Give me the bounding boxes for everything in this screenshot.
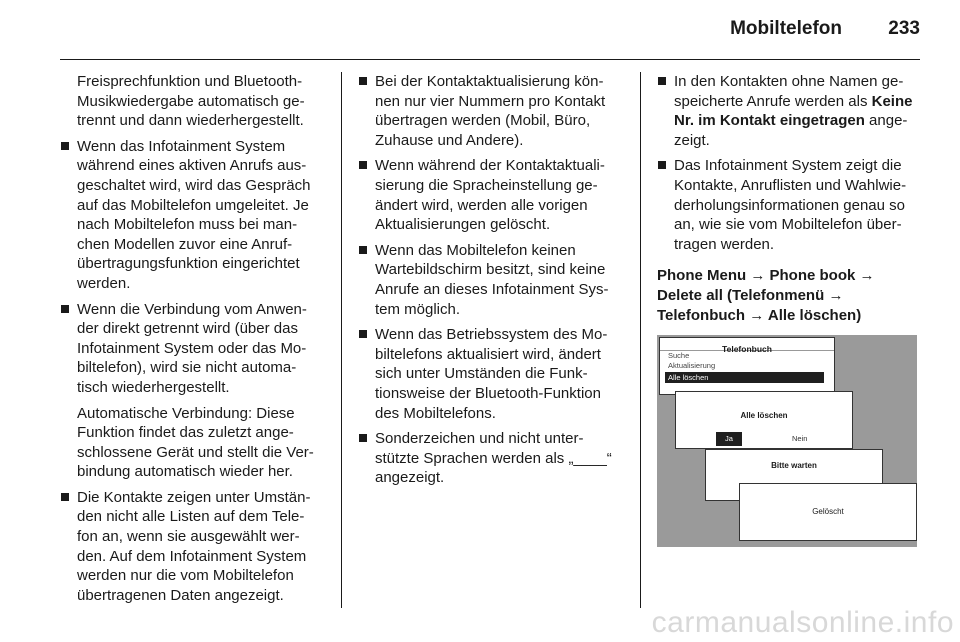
arrow-icon: → xyxy=(859,267,875,285)
menu-path-part: Phone Menu xyxy=(657,267,747,285)
deleted-dialog xyxy=(739,483,917,541)
list-item: Wenn während der Kontaktaktuali-sierung die Spracheinstellung ge-ändert wird, werden alle vorigen Aktualisierungen gelöscht. xyxy=(358,156,624,234)
menu-path-part: Alle löschen) xyxy=(767,306,862,324)
column-2 xyxy=(358,72,624,494)
menu-item-delete-all: Alle löschen xyxy=(665,372,824,383)
watermark: carmanualsonline.info xyxy=(651,606,954,639)
page-number: 233 xyxy=(888,18,920,39)
menu-path-part: Delete all (Telefonmenü xyxy=(657,286,825,304)
column-divider-2 xyxy=(640,72,641,608)
no-button: Nein xyxy=(792,434,808,444)
list-item: Das Infotainment System zeigt die Kontakte, Anruflisten und Wahlwie-derholungsinformationen genau so an, wie sie vom Mobiltelefon über-tragen werden. xyxy=(657,156,923,254)
arrow-icon: → xyxy=(828,286,844,304)
phonebook-window xyxy=(659,337,835,395)
intro-paragraph: Freisprechfunktion und Bluetooth-Musikwiedergabe automatisch ge-trennt und dann wiederhergestellt. xyxy=(77,73,305,130)
list-item: Wenn das Betriebssystem des Mo-biltelefons aktualisiert wird, ändert sich unter Umständen die Funk-tionsweise der Bluetooth-Funktion des Mobiltelefons. xyxy=(358,325,624,423)
arrow-icon: → xyxy=(750,267,766,285)
list-item: Wenn das Mobiltelefon keinen Wartebildschirm besitzt, sind keine Anrufe an dieses Infotainment Sys-tem möglich. xyxy=(358,241,624,319)
dialog-title: Alle löschen xyxy=(740,411,788,421)
list-item: Bei der Kontaktaktualisierung kön-nen nur vier Nummern pro Kontakt übertragen werden (Mobil, Büro, Zuhause und Andere). xyxy=(358,72,624,150)
yes-button: Ja xyxy=(716,432,742,446)
dialog-title: Gelöscht xyxy=(812,507,844,517)
menu-path xyxy=(657,266,923,325)
auto-connect-paragraph: Automatische Verbindung: Diese Funktion findet das zuletzt ange-schlossene Gerät und stellt die Ver-bindung automatisch wieder her. xyxy=(77,404,314,481)
screen-illustration xyxy=(657,335,917,547)
arrow-icon: → xyxy=(749,306,765,324)
list-item: Wenn die Verbindung vom Anwen-der direkt getrennt wird (über das Infotainment System oder das Mo-biltelefon), wird sie nicht automa-tisch wiederhergestellt. xyxy=(60,300,324,398)
column-3 xyxy=(657,72,923,547)
dialog-title: Bitte warten xyxy=(771,461,817,471)
list-item: Sonderzeichen und nicht unter-stützte Sprachen werden als „____“ angezeigt. xyxy=(358,429,624,488)
list-item: Wenn das Infotainment System während eines aktiven Anrufs aus-geschaltet wird, wird das Gespräch auf das Mobiltelefon umgeleitet. Je nach Mobiltelefon muss bei man-chen Modellen zuvor eine Anruf-übertragungsfunktion eingerichtet werden. xyxy=(60,137,324,294)
list-item xyxy=(657,72,923,150)
column-1 xyxy=(60,72,324,611)
text-span: ange-zeigt. xyxy=(674,112,908,149)
window-title: Telefonbuch xyxy=(660,338,834,351)
page-title: Mobiltelefon xyxy=(730,18,842,39)
menu-path-part: Phone book xyxy=(769,267,856,285)
list-item: Die Kontakte zeigen unter Umstän-den nicht alle Listen auf dem Tele-fon an, wenn sie ausgewählt wer-den. Auf dem Infotainment System werden nur die vom Mobiltelefon übertragenen Daten angezeigt. xyxy=(60,488,324,606)
page-header xyxy=(60,0,920,60)
menu-item-update: Aktualisierung xyxy=(668,361,716,371)
menu-path-part: Telefonbuch xyxy=(657,306,746,324)
bold-term: Keine Nr. im Kontakt eingetragen xyxy=(674,92,913,130)
text-span: In den Kontakten ohne Namen ge-speicherte Anrufe werden als xyxy=(674,73,904,110)
menu-item-search: Suche xyxy=(668,351,690,361)
column-divider-1 xyxy=(341,72,342,608)
confirm-dialog xyxy=(675,391,853,449)
